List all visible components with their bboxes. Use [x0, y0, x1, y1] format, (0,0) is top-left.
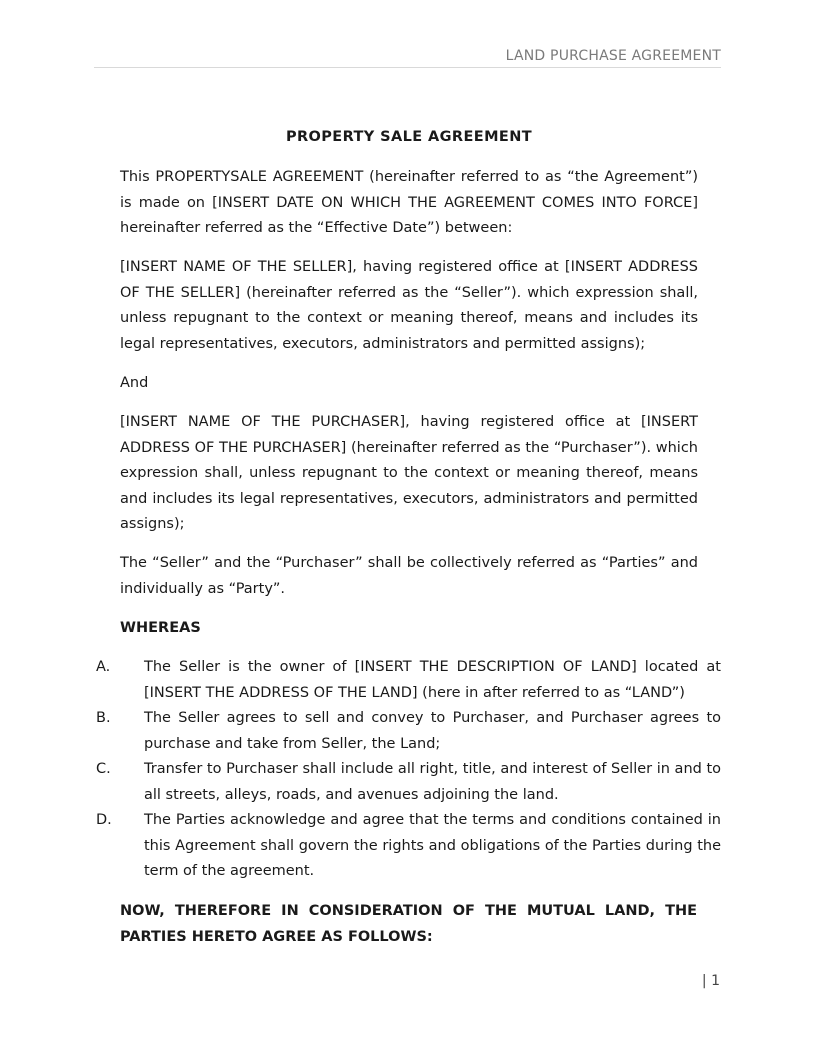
recital-item — [96, 757, 721, 808]
recital-item — [96, 808, 721, 885]
recital-text: The Seller is the owner of [INSERT THE DESCRIPTION OF LAND] located at [INSERT THE ADDRESS OF THE LAND] (here in after referred to as “LAND”) — [144, 659, 721, 701]
recital-letter: A. — [96, 659, 111, 675]
recital-letter: D. — [96, 812, 112, 828]
parties-paragraph: The “Seller” and the “Purchaser” shall be collectively referred as “Parties” and individually as “Party”. — [120, 555, 698, 597]
now-therefore-clause: NOW, THEREFORE IN CONSIDERATION OF THE MUTUAL LAND, THE PARTIES HERETO AGREE AS FOLLOWS: — [120, 903, 697, 945]
recital-letter: B. — [96, 710, 111, 726]
recital-text: The Parties acknowledge and agree that the terms and conditions contained in this Agreement shall govern the rights and obligations of the Parties during the term of the agreement. — [144, 812, 721, 880]
header-title: LAND PURCHASE AGREEMENT — [505, 48, 721, 64]
page-header — [94, 47, 721, 68]
whereas-heading: WHEREAS — [120, 620, 201, 636]
recital-text: The Seller agrees to sell and convey to Purchaser, and Purchaser agrees to purchase and take from Seller, the Land; — [144, 710, 721, 752]
recital-item — [96, 706, 721, 757]
page-number: | 1 — [701, 973, 720, 989]
document-title: PROPERTY SALE AGREEMENT — [285, 129, 533, 145]
and-paragraph: And — [120, 375, 149, 391]
intro-paragraph: This PROPERTYSALE AGREEMENT (hereinafter referred to as “the Agreement”) is made on [INSERT DATE ON WHICH THE AGREEMENT COMES INTO FORCE] hereinafter referred as the “Effective Date”) between: — [120, 169, 698, 237]
recital-item — [96, 655, 721, 706]
recital-text: Transfer to Purchaser shall include all right, title, and interest of Seller in and to all streets, alleys, roads, and avenues adjoining the land. — [144, 761, 721, 803]
recital-letter: C. — [96, 761, 111, 777]
seller-paragraph: [INSERT NAME OF THE SELLER], having registered office at [INSERT ADDRESS OF THE SELLER] (hereinafter referred as the “Seller”). which expression shall, unless repugnant to the context or meaning thereof, means and includes its legal representatives, executors, administrators and permitted assigns); — [120, 259, 698, 352]
purchaser-paragraph: [INSERT NAME OF THE PURCHASER], having registered office at [INSERT ADDRESS OF THE PURCHASER] (hereinafter referred as the “Purchaser”). which expression shall, unless repugnant to the context or meaning thereof, means and includes its legal representatives, executors, administrators and permitted assigns); — [120, 414, 698, 533]
